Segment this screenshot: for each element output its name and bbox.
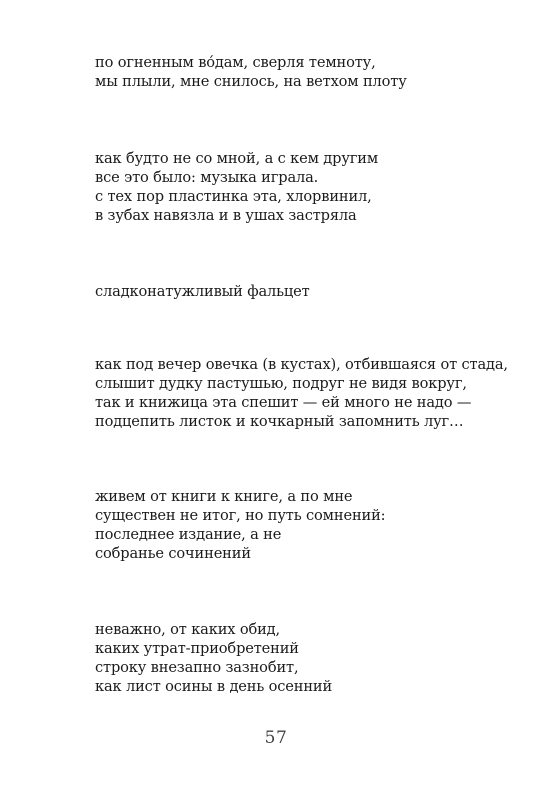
poem-line: последнее издание, а не [95, 526, 282, 543]
poem-line: все это было: музыка играла. [95, 169, 319, 186]
page-number: 57 [264, 728, 288, 748]
stanza-2 [95, 149, 378, 225]
stanza-5 [95, 487, 385, 563]
poem-line: каких утрат-приобретений [95, 640, 299, 657]
stanza-4 [95, 355, 508, 431]
stanza-6 [95, 620, 332, 696]
poem-line: собранье сочинений [95, 545, 251, 562]
poem-line: мы плыли, мне снилось, на ветхом плоту [95, 73, 407, 90]
poem-line: строку внезапно зазнобит, [95, 659, 299, 676]
poem-line: живем от книги к книге, а по мне [95, 488, 353, 505]
poem-line: по огненным во́дам, сверля темноту, [95, 54, 376, 71]
poem-line: неважно, от каких обид, [95, 621, 281, 638]
poem-line: как будто не со мной, а с кем другим [95, 150, 379, 167]
stanza-3 [95, 282, 310, 301]
poem-line: существен не итог, но путь сомнений: [95, 507, 386, 524]
poem-line: сладконатужливый фальцет [95, 283, 310, 300]
poem-line: слышит дудку пастушью, подруг не видя вокруг, [95, 375, 467, 392]
poem-line: как лист осины в день осенний [95, 678, 333, 695]
poem-line: подцепить листок и кочкарный запомнить луг… [95, 413, 464, 430]
poem-line: как под вечер овечка (в кустах), отбившаяся от стада, [95, 356, 508, 373]
poem-line: в зубах навязла и в ушах застряла [95, 207, 357, 224]
stanza-1 [95, 53, 407, 91]
poem-line: с тех пор пластинка эта, хлорвинил, [95, 188, 372, 205]
poem-line: так и книжица эта спешит — ей много не надо — [95, 394, 472, 411]
